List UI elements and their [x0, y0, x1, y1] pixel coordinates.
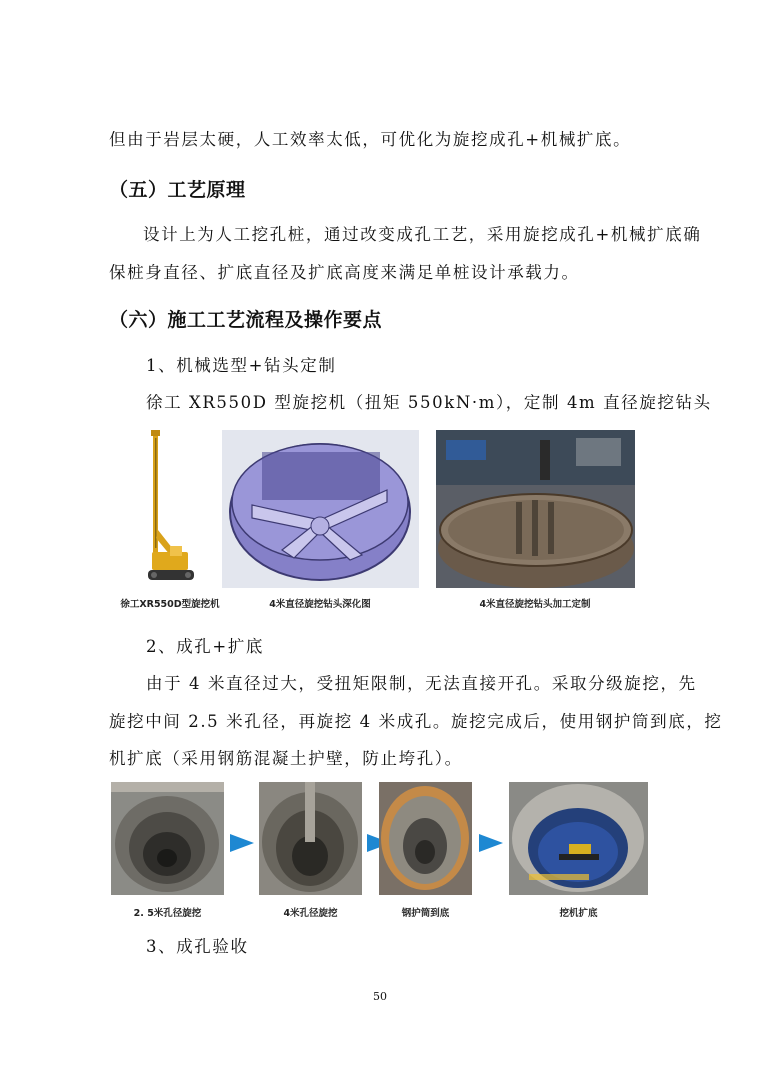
section-heading-6: （六）施工工艺流程及操作要点 — [109, 309, 383, 331]
figure-caption: 钢护筒到底 — [401, 908, 450, 919]
figure-caption: 4米孔径旋挖 — [283, 908, 338, 919]
figure-caption: 4米直径旋挖钻头加工定制 — [479, 599, 591, 610]
figure-caption: 2. 5米孔径旋挖 — [133, 908, 202, 919]
steel-casing-photo — [379, 782, 472, 895]
figure-caption: 4米直径旋挖钻头深化图 — [269, 599, 371, 610]
arrow-icon — [230, 834, 254, 852]
text-line: 由于 4 米直径过大，受扭矩限制，无法直接开孔。采取分级旋挖，先 — [146, 674, 697, 693]
excavator-underreaming-photo — [509, 782, 648, 895]
text-line: 徐工 XR550D 型旋挖机（扭矩 550kN·m），定制 4m 直径旋挖钻头 — [146, 393, 712, 412]
subheading-3: 3、成孔验收 — [146, 937, 249, 956]
borehole-4m-photo — [259, 782, 362, 895]
figure-caption: 徐工XR550D型旋挖机 — [120, 599, 220, 610]
figure-caption: 挖机扩底 — [559, 908, 598, 919]
text-line: 保桩身直径、扩底直径及扩底高度来满足单桩设计承载力。 — [109, 263, 580, 282]
drill-bit-design-drawing — [222, 430, 419, 588]
text-line: 机扩底（采用钢筋混凝土护壁，防止垮孔）。 — [109, 749, 463, 768]
text-line: 旋挖中间 2.5 米孔径，再旋挖 4 米成孔。旋挖完成后，使用钢护筒到底，挖 — [109, 712, 723, 731]
page-number: 50 — [373, 990, 387, 1003]
subheading-2: 2、成孔+扩底 — [146, 637, 265, 656]
borehole-2-5m-photo — [111, 782, 224, 895]
arrow-icon — [479, 834, 503, 852]
subheading-1: 1、机械选型+钻头定制 — [146, 356, 337, 375]
drill-bit-fabrication-photo — [436, 430, 635, 588]
rotary-drilling-rig-photo — [140, 430, 200, 588]
text-line: 设计上为人工挖孔桩，通过改变成孔工艺，采用旋挖成孔+机械扩底确 — [143, 225, 702, 244]
section-heading-5: （五）工艺原理 — [109, 179, 246, 201]
text-line: 但由于岩层太硬，人工效率太低，可优化为旋挖成孔+机械扩底。 — [109, 130, 632, 149]
